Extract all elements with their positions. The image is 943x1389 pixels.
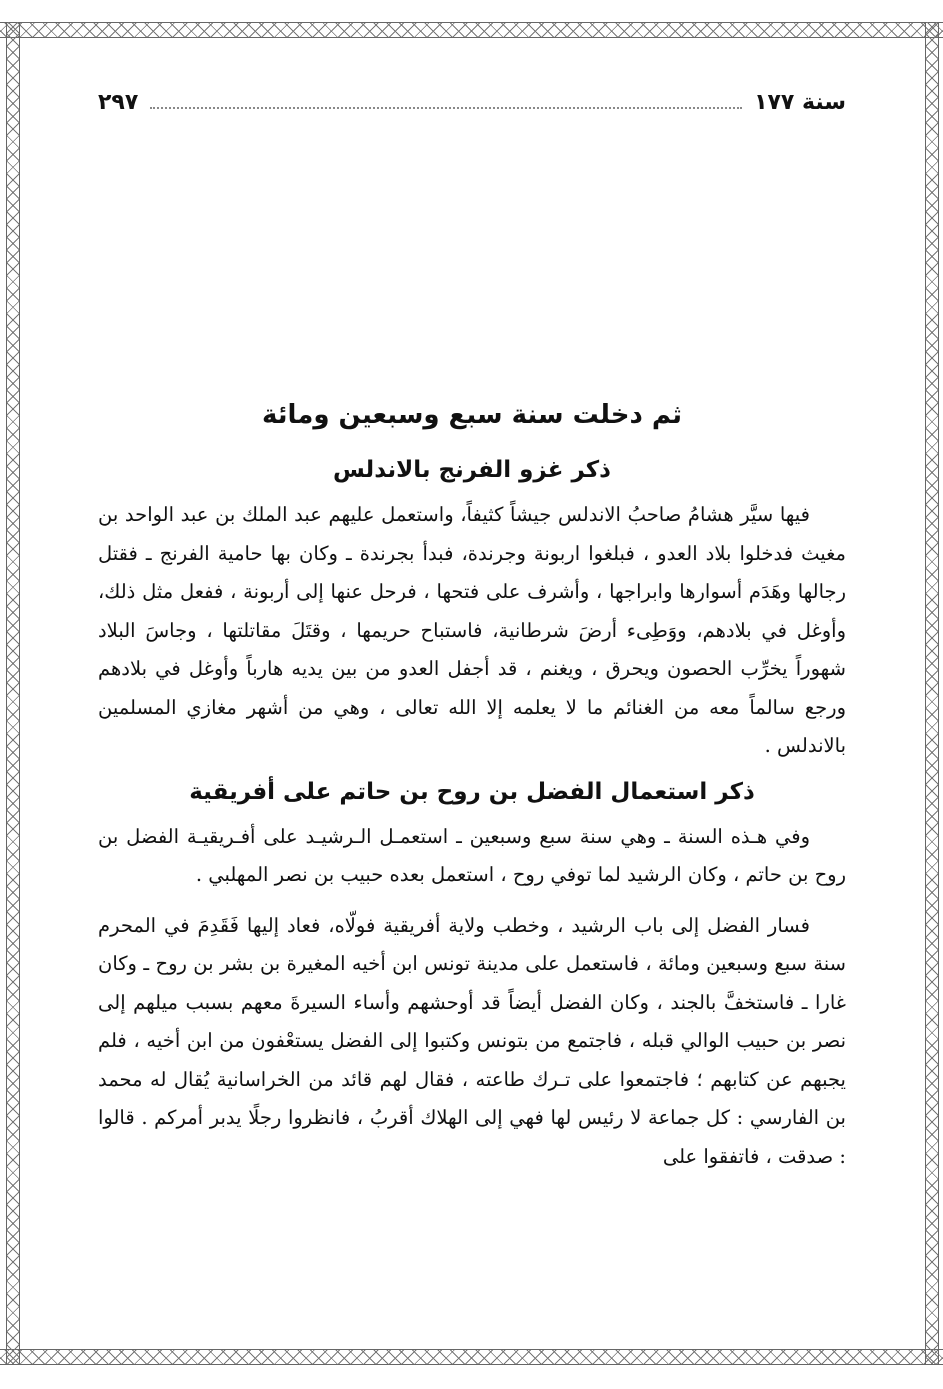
decorative-border-top [0, 22, 943, 38]
decorative-border-left [6, 22, 20, 1364]
year-label: سنة ١٧٧ [754, 90, 846, 115]
decorative-border-right [925, 22, 939, 1364]
running-header [98, 90, 846, 124]
header-dotted-leader [150, 93, 742, 109]
paragraph-franks-raid: فيها سيَّر هشامُ صاحبُ الاندلس جيشاً كثيفاً، واستعمل عليهم عبد الملك بن عبد الواحد بن مغيث فدخلوا بلاد العدو ، فبلغوا اربونة وجرندة، فبدأ بجرندة ـ وكان بها حامية الفرنج ـ فقتل رجالها وهَدَم أسوارها وابراجها ، وأشرف على فتحها ، فرحل عنها إلى أربونة ، ففعل مثل ذلك، وأوغل في بلادهم، ووَطِىء أرضَ شرطانية، فاستباح حريمها ، وقتَلَ مقاتلتها ، وجاسَ البلاد شهوراً يخرِّب الحصون ويحرق ، ويغنم ، قد أجفل العدو من بين يديه هارباً وأوغل في بلادهم ورجع سالماً معه من الغنائم ما لا يعلمه إلا الله تعالى ، وهي من أشهر مغازي المسلمين بالاندلس . [98, 503, 846, 757]
paragraph-gap [98, 895, 846, 907]
top-whitespace [98, 124, 846, 386]
paragraph-fadl-rule: فسار الفضل إلى باب الرشيد ، وخطب ولاية أفريقية فولّاه، فعاد إليها فَقَدِمَ في المحرم سنة سبع وسبعين ومائة ، فاستعمل على مدينة تونس ابن أخيه المغيرة بن بشر بن روح ـ وكان غارا ـ فاستخفَّ بالجند ، وكان الفضل أيضاً قد أوحشهم وأساء السيرةَ معهم بسبب ميلهم إلى نصر بن حبيب الوالي قبله ، فاجتمع من بتونس وكتبوا إلى الفضل يستعْفون من ابن أخيه ، فلم يجبهم عن كتابهم ؛ فاجتمعوا على تـرك طاعته ، فقال لهم قائد من الخراسانية يُقال له محمد بن الفارسي : كل جماعة لا رئيس لها فهي إلى الهلاك أقربُ ، فانظروا رجلًا يدبر أمركم . قالوا : صدقت ، فاتفقوا على [98, 913, 846, 1168]
page-number: ٢٩٧ [98, 90, 139, 115]
chapter-title: ثم دخلت سنة سبع وسبعين ومائة [261, 400, 683, 430]
section-heading-franks: ذكر غزو الفرنج بالاندلس [333, 457, 611, 483]
paragraph-fadl-appointment: وفي هـذه السنة ـ وهي سنة سبع وسبعين ـ استعمـل الـرشيـد على أفـريقيـة الفضل بن روح بن حاتم ، وكان الرشيد لما توفي روح ، استعمل بعده حبيب بن نصر المهلبي . [98, 824, 846, 886]
decorative-border-bottom [0, 1349, 943, 1365]
page-content [98, 90, 846, 1176]
section-heading-fadl: ذكر استعمال الفضل بن روح بن حاتم على أفريقية [189, 778, 755, 805]
